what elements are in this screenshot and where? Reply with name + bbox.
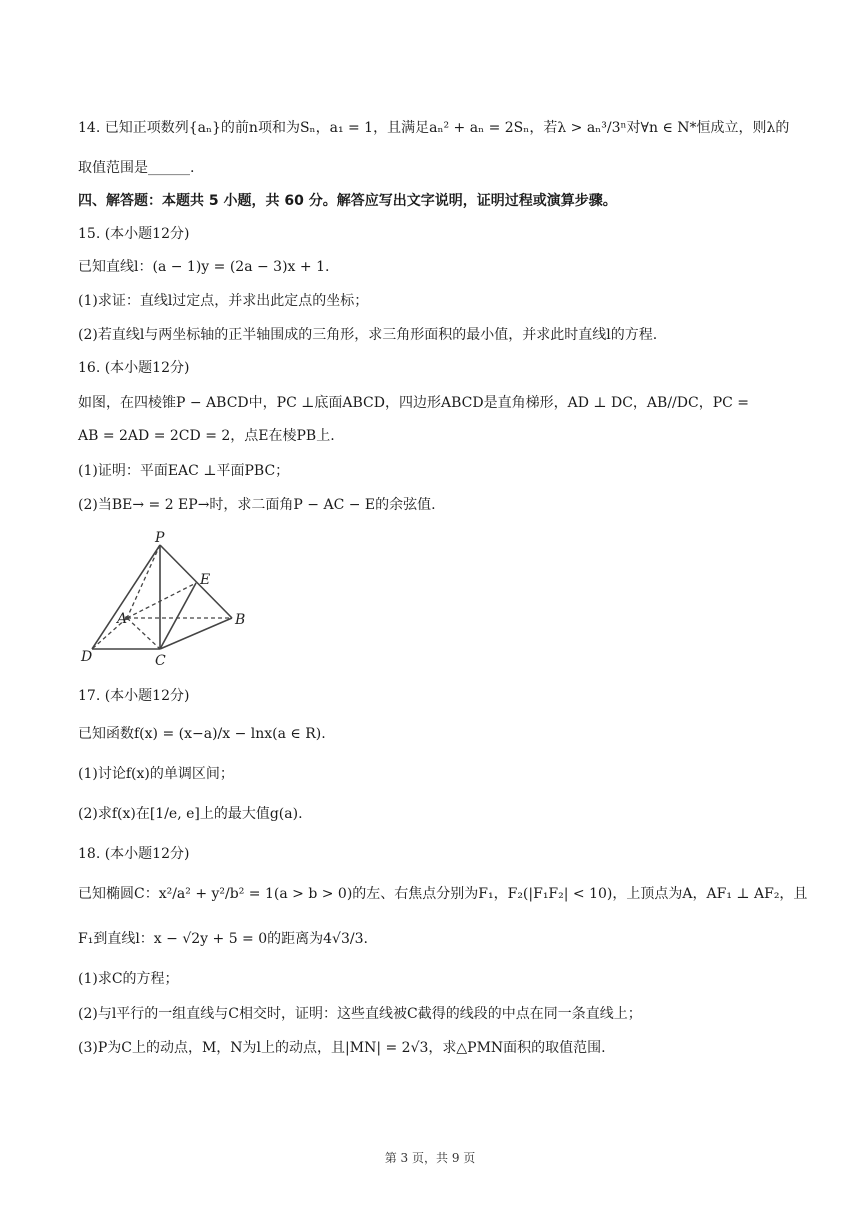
section-four-heading: 四、解答题：本题共 5 小题，共 60 分。解答应写出文字说明，证明过程或演算步骤。 bbox=[78, 193, 617, 209]
q15-heading: 15. (本小题12分) bbox=[78, 226, 190, 242]
q16-heading: 16. (本小题12分) bbox=[78, 360, 190, 376]
q18-stem-1: 已知椭圆C：x²/a² + y²/b² = 1(a > b > 0)的左、右焦点分别为F₁，F₂(|F₁F₂| < 10)，上顶点为A，AF₁ ⊥ AF₂，且 bbox=[78, 886, 808, 902]
q18-part-1: (1)求C的方程； bbox=[78, 971, 179, 987]
label-p: P bbox=[155, 530, 165, 546]
q15-stem: 已知直线l：(a − 1)y = (2a − 3)x + 1. bbox=[78, 259, 330, 275]
q16-part-1: (1)证明：平面EAC ⊥平面PBC； bbox=[78, 463, 290, 479]
q15-part-2: (2)若直线l与两坐标轴的正半轴围成的三角形，求三角形面积的最小值，并求此时直线l的方程. bbox=[78, 327, 658, 343]
edge-cb bbox=[160, 618, 232, 649]
q15-part-1: (1)求证：直线l过定点，并求出此定点的坐标； bbox=[78, 293, 369, 309]
edge-ce bbox=[160, 583, 196, 649]
edge-pb bbox=[160, 545, 232, 618]
edge-ac bbox=[127, 618, 160, 649]
q17-stem: 已知函数f(x) = (x−a)/x − lnx(a ∈ R). bbox=[78, 726, 326, 742]
q17-part-1: (1)讨论f(x)的单调区间； bbox=[78, 766, 234, 782]
label-b: B bbox=[235, 612, 246, 628]
q14-line-1: 14. 已知正项数列{aₙ}的前n项和为Sₙ，a₁ = 1，且满足aₙ² + aₙ = 2Sₙ，若λ > aₙ³/3ⁿ对∀n ∈ N*恒成立，则λ的 bbox=[78, 120, 790, 136]
q14-line-2: 取值范围是______. bbox=[78, 160, 195, 176]
q17-heading: 17. (本小题12分) bbox=[78, 688, 190, 704]
q18-stem-2: F₁到直线l：x − √2y + 5 = 0的距离为4√3/3. bbox=[78, 931, 368, 947]
q18-part-2: (2)与l平行的一组直线与C相交时，证明：这些直线被C截得的线段的中点在同一条直线上； bbox=[78, 1006, 642, 1022]
edge-pa bbox=[127, 545, 160, 618]
label-e: E bbox=[200, 572, 211, 588]
label-c: C bbox=[155, 653, 166, 669]
q18-part-3: (3)P为C上的动点，M，N为l上的动点，且|MN| = 2√3，求△PMN面积的取值范围. bbox=[78, 1040, 606, 1056]
q16-stem-1: 如图，在四棱锥P − ABCD中，PC ⊥底面ABCD，四边形ABCD是直角梯形，AD ⊥ DC，AB//DC，PC = bbox=[78, 395, 750, 411]
edge-pd bbox=[92, 545, 160, 649]
q17-part-2: (2)求f(x)在[1/e, e]上的最大值g(a). bbox=[78, 806, 303, 822]
q16-stem-2: AB = 2AD = 2CD = 2，点E在棱PB上. bbox=[78, 428, 335, 444]
label-d: D bbox=[81, 649, 93, 665]
label-a: A bbox=[117, 611, 128, 627]
pyramid-figure bbox=[75, 528, 265, 673]
page-footer: 第 3 页，共 9 页 bbox=[384, 1151, 476, 1165]
q18-heading: 18. (本小题12分) bbox=[78, 846, 190, 862]
q16-part-2: (2)当BE→ = 2 EP→时，求二面角P − AC − E的余弦值. bbox=[78, 497, 436, 513]
